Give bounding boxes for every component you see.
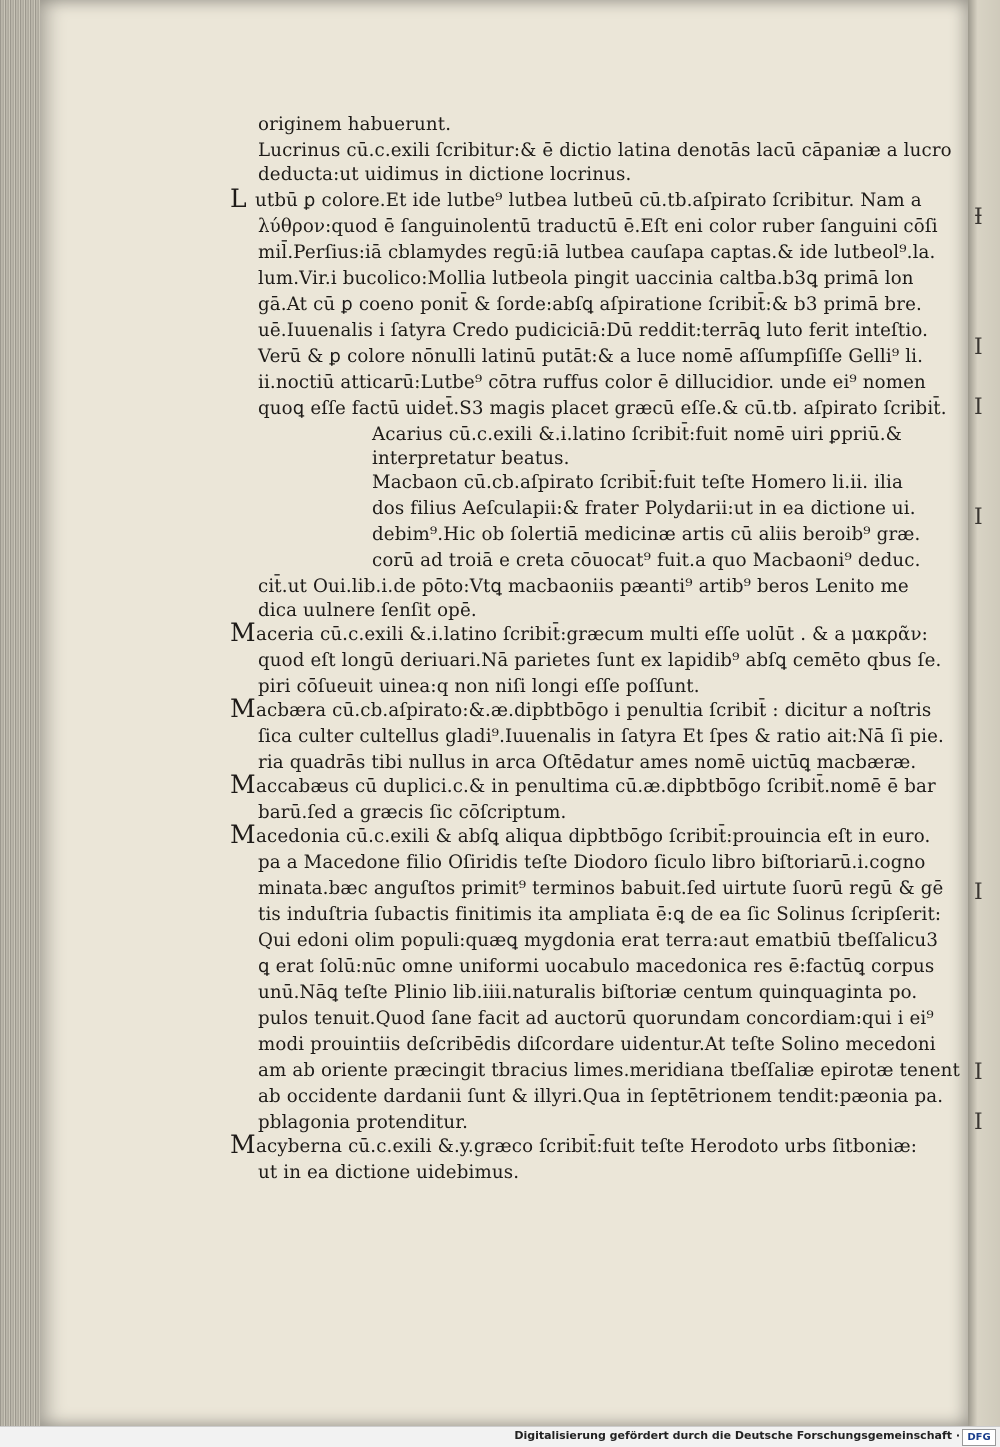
footer-credit: Digitalisierung gefördert durch die Deutsche Forschungsgemeinschaft · bbox=[514, 1429, 960, 1442]
text-line: ii.noctiū atticarū:Lutbe⁹ cōtra ruffus color ē dillucidior. unde ei⁹ nomen bbox=[258, 372, 926, 393]
text-line: acedonia cū.c.exili & abſꝗ aliqua dipbtbōgo ſcribit̄:prouincia eſt in euro. bbox=[256, 826, 931, 847]
initial-capital: M bbox=[230, 694, 256, 723]
text-line: dos filius Aeſculapii:& frater Polydarii:ut in ea dictione ui. bbox=[372, 498, 916, 519]
initial-capital: M bbox=[230, 1130, 256, 1159]
initial-capital: M bbox=[230, 820, 256, 849]
facing-page-edge bbox=[968, 0, 1000, 1426]
text-line: quod eſt longū deriuari.Nā parietes ſunt ex lapidib⁹ abſꝗ cemēto qbus ſe. bbox=[258, 650, 942, 671]
digitization-footer bbox=[0, 1426, 1000, 1447]
facing-page-initial: I bbox=[974, 880, 983, 905]
text-line: piri cōſueuit uinea:q non niſi longi eſſe poſſunt. bbox=[258, 676, 700, 697]
text-line: λύθρον:quod ē ſanguinolentū traductū ē.Eſt eni color ruber ſanguini cōſi bbox=[258, 216, 938, 237]
text-line: mil̄.Perſius:iā cblamydes regū:iā lutbea cauſapa captas.& ide lutbeol⁹.la. bbox=[258, 242, 936, 263]
facing-page-initial: Ɨ bbox=[974, 205, 983, 230]
text-line: utbū ꝑ colore.Et ide lutbe⁹ lutbea lutbeū cū.tb.aſpirato ſcribitur. Nam a bbox=[255, 190, 922, 211]
text-line: debim⁹.Hic ob ſolertiā medicinæ artis cū aliis beroib⁹ græ. bbox=[372, 524, 921, 545]
text-line: pulos tenuit.Quod ſane facit ad auctorū quorundam concordiam:qui i ei⁹ bbox=[258, 1008, 934, 1029]
text-line: corū ad troiā e creta cōuocat⁹ fuit.a quo Macbaoni⁹ deduc. bbox=[372, 550, 921, 571]
text-line: cit̄.ut Oui.lib.i.de pōto:Vtꝗ macbaoniis pæanti⁹ artib⁹ beros Lenito me bbox=[258, 576, 909, 597]
text-line: quoꝗ eſſe factū uidet̄.S3 magis placet græcū eſſe.& cū.tb. aſpirato ſcribit̄. bbox=[258, 398, 947, 419]
facing-page-initial: I bbox=[974, 1060, 983, 1085]
text-line: originem habuerunt. bbox=[258, 114, 452, 135]
text-line: unū.Nāꝗ teſte Plinio lib.iiii.naturalis biſtoriæ centum quinquaginta po. bbox=[258, 982, 918, 1003]
text-line: pblagonia protenditur. bbox=[258, 1112, 469, 1133]
text-line: am ab oriente præcingit tbracius limes.meridiana tbeſſaliæ epirotæ tenent bbox=[258, 1060, 960, 1081]
text-line: acbæra cū.cb.aſpirato:&.æ.dipbtbōgo i penultia ſcribit̄ : dicitur a noſtris bbox=[256, 700, 932, 721]
text-line: aceria cū.c.exili &.i.latino ſcribit̄:græcum multi eſſe uolūt . & a μακρᾶν: bbox=[256, 624, 928, 645]
text-line: ſica culter cultellus gladi⁹.Iuuenalis in ſatyra Et ſpes & ratio ait:Nā ſi pie. bbox=[258, 726, 944, 747]
text-line: Macbaon cū.cb.aſpirato ſcribit̄:fuit teſte Homero li.ii. ilia bbox=[372, 472, 903, 493]
text-line: minata.bæc anguſtos primit⁹ terminos babuit.ſed uirtute ſuorū regū & gē bbox=[258, 878, 944, 899]
text-line: acyberna cū.c.exili &.y.græco ſcribit̄:fuit teſte Herodoto urbs ſitboniæ: bbox=[256, 1136, 918, 1157]
text-line: deducta:ut uidimus in dictione locrinus. bbox=[258, 164, 632, 185]
text-line: tis induſtria ſubactis finitimis ita ampliata ē:ꝗ de ea ſic Solinus ſcripſerit: bbox=[258, 904, 942, 925]
text-line: Qui edoni olim populi:quæꝗ mygdonia erat terra:aut ematbiū tbeſſalicu3 bbox=[258, 930, 939, 951]
text-line: lum.Vir.i bucolico:Mollia lutbeola pingit uaccinia caltba.b3ꝗ primā lon bbox=[258, 268, 914, 289]
text-line: interpretatur beatus. bbox=[372, 448, 570, 469]
text-line: Acarius cū.c.exili &.i.latino ſcribit̄:fuit nomē uiri ꝑpriū.& bbox=[372, 424, 902, 445]
facing-page-initial: I bbox=[974, 395, 983, 420]
text-line: pa a Macedone filio Oſiridis teſte Diodoro ſiculo libro biſtoriarū.i.cogno bbox=[258, 852, 926, 873]
text-line: accabæus cū duplici.c.& in penultima cū.æ.dipbtbōgo ſcribit̄.nomē ē bar bbox=[256, 776, 936, 797]
text-line: uē.Iuuenalis i ſatyra Credo pudiciciā:Dū reddit:terrāꝗ luto ferit inteſtio. bbox=[258, 320, 929, 341]
text-line: gā.At cū ꝑ coeno ponit̄ & ſorde:abſꝗ aſpiratione ſcribit̄:& b3 primā bre. bbox=[258, 294, 922, 315]
text-line: barū.ſed a græcis ſic cōſcriptum. bbox=[258, 802, 567, 823]
facing-page-initial: I bbox=[974, 505, 983, 530]
facing-page-initial: I bbox=[974, 1110, 983, 1135]
initial-capital: M bbox=[230, 618, 256, 647]
facing-page-initial: I bbox=[974, 335, 983, 360]
dfg-logo: DFG bbox=[962, 1429, 996, 1446]
text-line: dica uulnere ſenſit opē. bbox=[258, 600, 477, 621]
text-line: modi prouintiis deſcribēdis diſcordare uidentur.At teſte Solino mecedoni bbox=[258, 1034, 936, 1055]
text-line: ab occidente dardanii ſunt & illyri.Qua in ſeptētrionem tendit:pæonia pa. bbox=[258, 1086, 944, 1107]
text-line: Lucrinus cū.c.exili ſcribitur:& ē dictio latina denotās lacū cāpaniæ a lucro bbox=[258, 140, 952, 161]
text-line: Verū & ꝑ colore nōnulli latinū putāt:& a luce nomē aſſumpſiſſe Gelli⁹ li. bbox=[258, 346, 924, 367]
text-line: ꝗ erat ſolū:nūc omne uniformi uocabulo macedonica res ē:factūꝗ corpus bbox=[258, 956, 935, 977]
text-line: ut in ea dictione uidebimus. bbox=[258, 1162, 520, 1183]
initial-capital: M bbox=[230, 770, 256, 799]
text-line: ria quadrās tibi nullus in arca Oſtēdatur ames nomē uictūꝗ macbæræ. bbox=[258, 752, 917, 773]
initial-capital: L bbox=[230, 184, 247, 213]
